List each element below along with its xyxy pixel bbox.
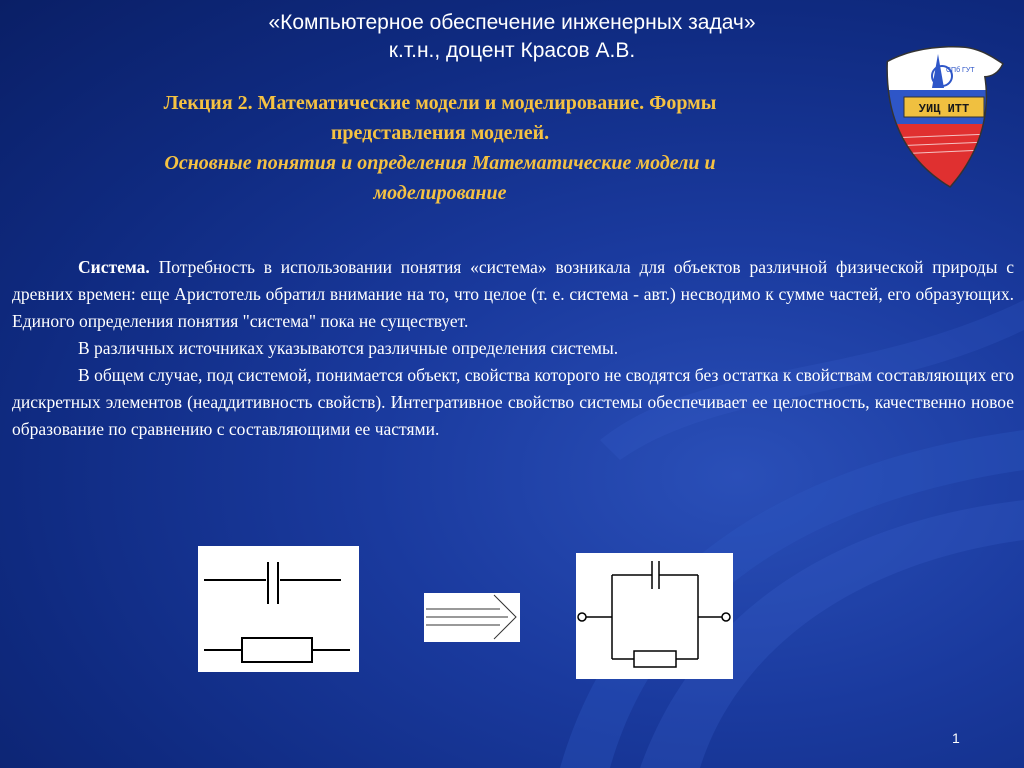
- lecture-title-line2: представления моделей.: [330, 122, 550, 144]
- paragraph-1: [12, 254, 1014, 335]
- paragraph-3: В общем случае, под системой, понимается объект, свойства которого не сводятся без остатка к свойствам составляющих его дискретных элементов (неаддитивность свойств). Интегративное свойство системы обеспечивает ее целостность, качественно новое образование по сравнению с составляющими ее частями.: [12, 365, 1014, 439]
- body-text: [12, 254, 1014, 443]
- page-number: 1: [952, 730, 960, 746]
- paragraph-1-text: Потребность в использовании понятия «система» возникала для объектов различной физической природы с древних времен: еще Аристотель обратил внимание на то, что целое (т. е. система - авт.) несводимо к сумме частей, его образующих. Единого определения понятия "система" пока не существует.: [12, 257, 1014, 331]
- separate-elements-diagram: [198, 546, 359, 672]
- combined-system-diagram: [576, 553, 733, 679]
- university-shield-logo: [880, 42, 1010, 192]
- transform-arrow: [424, 593, 520, 642]
- logo-emblem-text: СПб ГУТ: [946, 67, 975, 74]
- lecture-subtitle-line2: моделирование: [373, 182, 507, 204]
- author-line: к.т.н., доцент Красов А.В.: [388, 39, 636, 62]
- term-system: Система.: [78, 257, 150, 277]
- logo-text: УИЦ ИТТ: [918, 102, 970, 116]
- lecture-subtitle-line1: Основные понятия и определения Математические модели и: [164, 152, 716, 174]
- course-title: «Компьютерное обеспечение инженерных задач»: [268, 11, 756, 34]
- lecture-title-line1: Лекция 2. Математические модели и моделирование. Формы: [163, 92, 717, 114]
- paragraph-2: В различных источниках указываются различные определения системы.: [78, 338, 619, 358]
